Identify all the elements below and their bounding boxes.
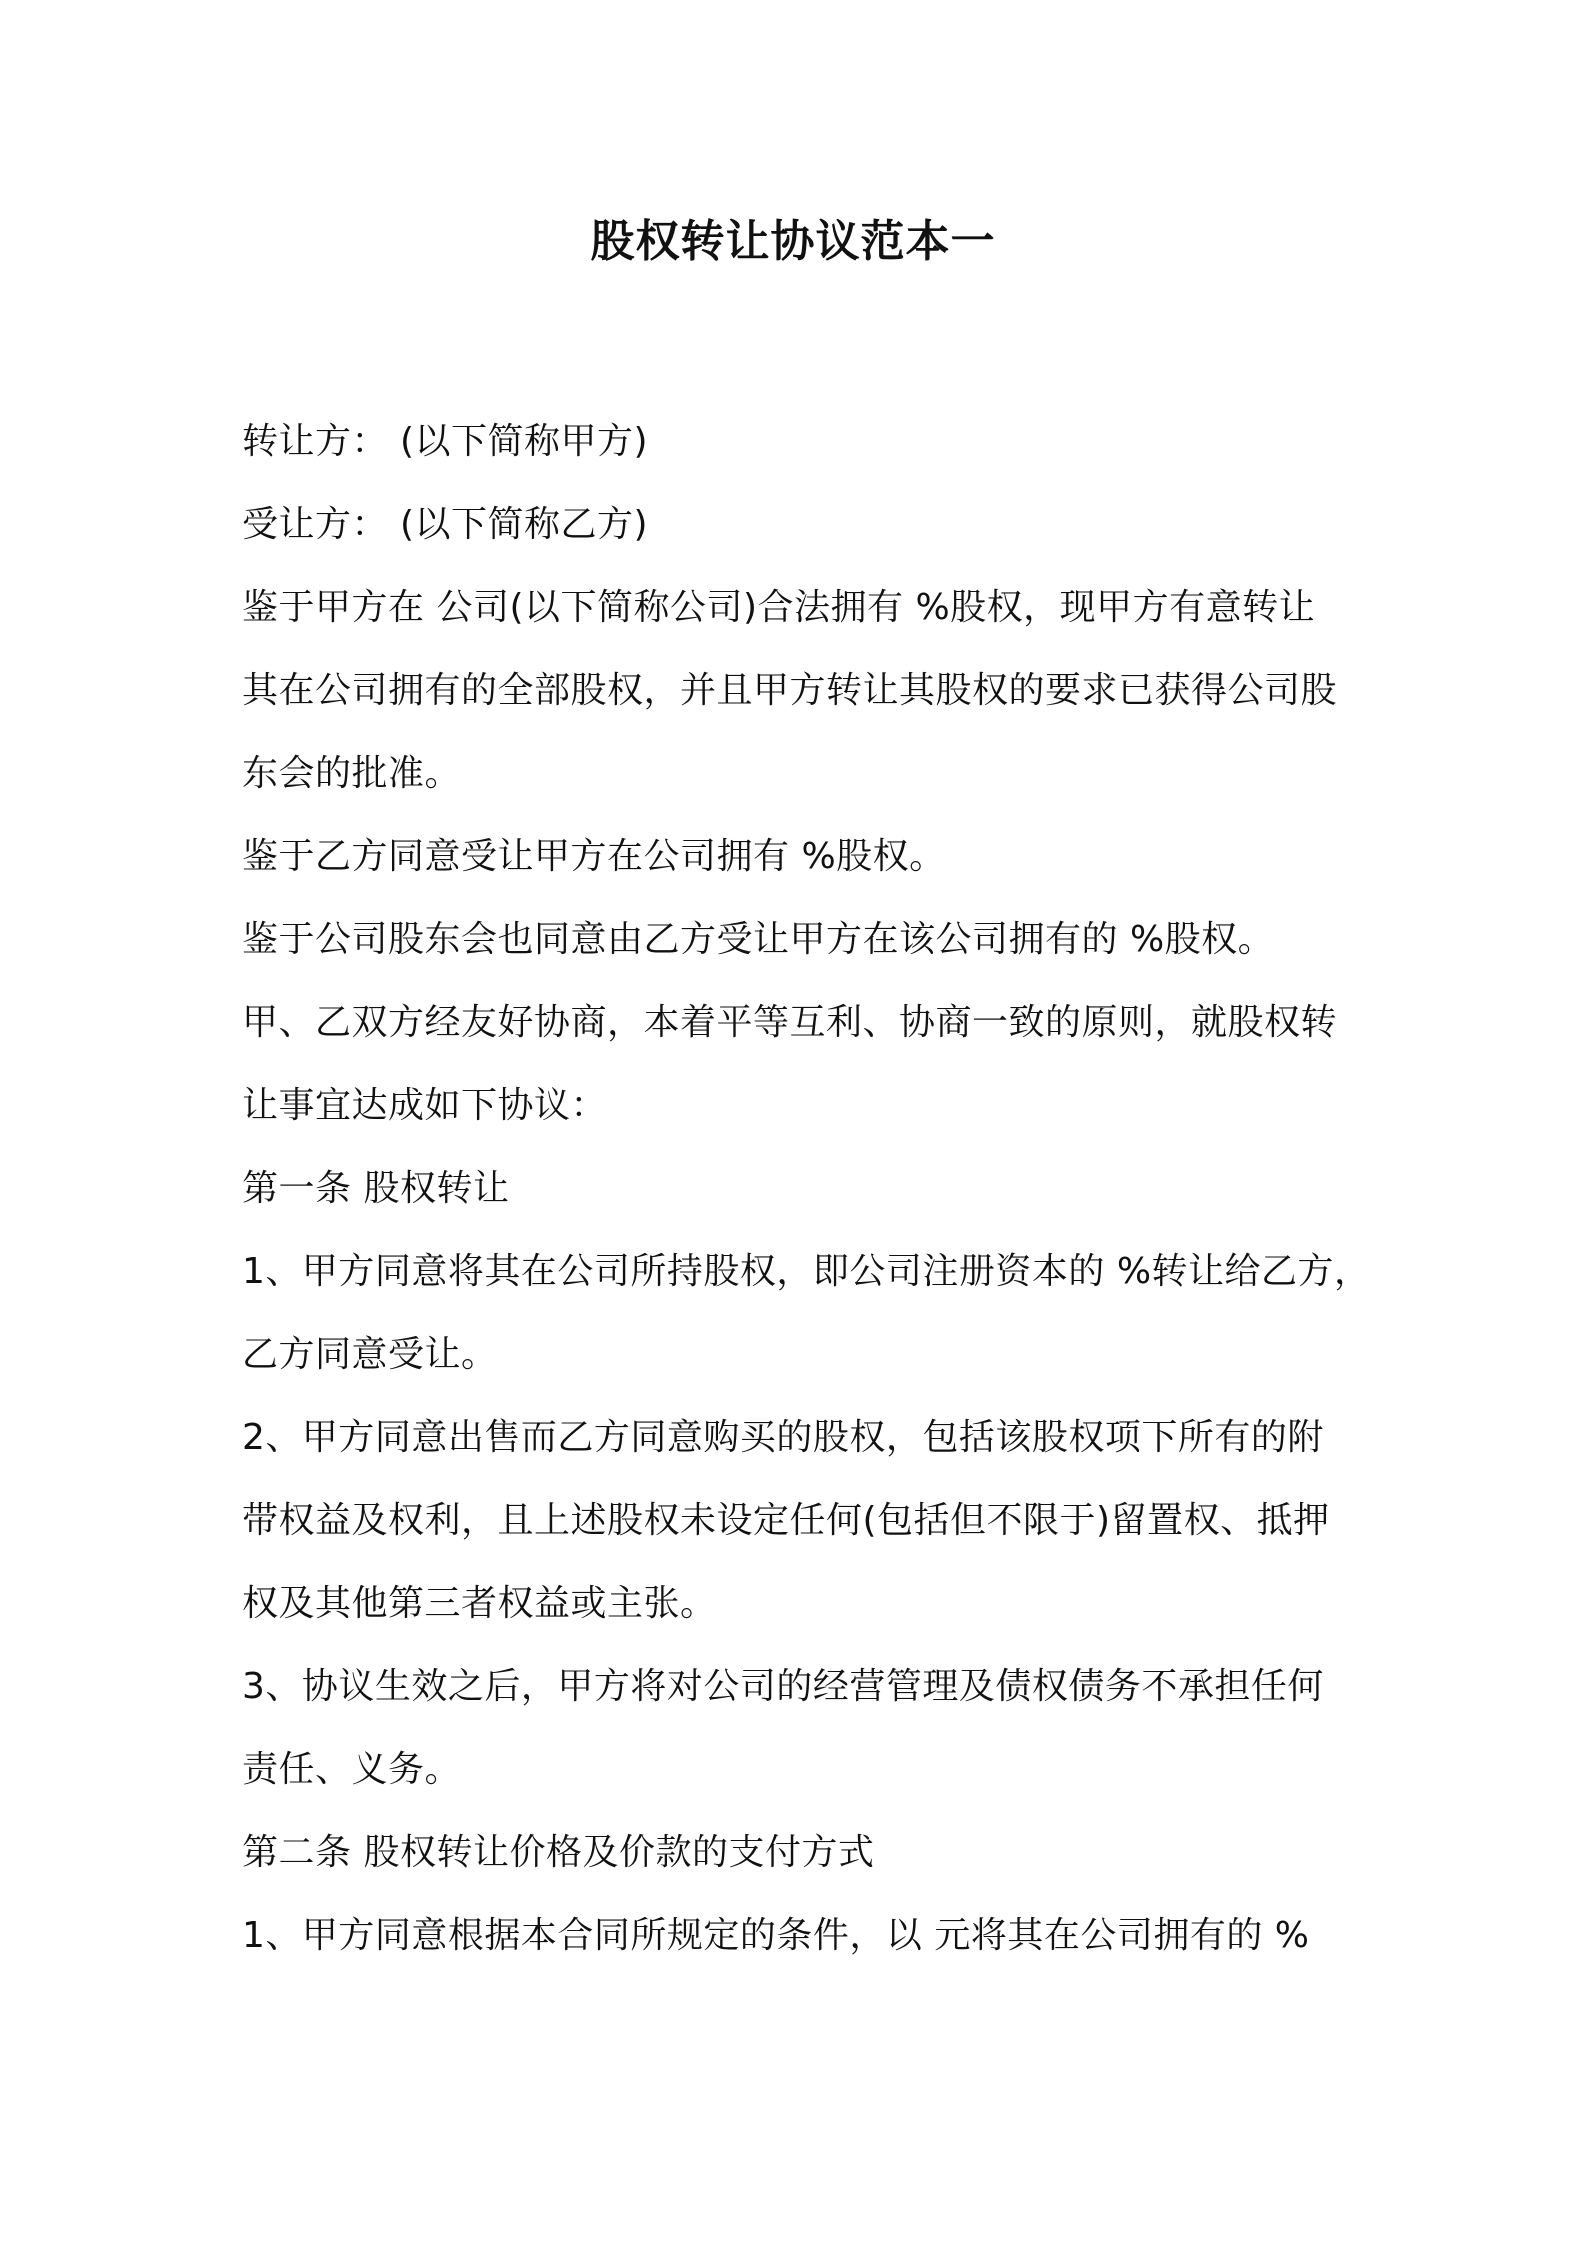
recital-1-line-2: 其在公司拥有的全部股权，并且甲方转让其股权的要求已获得公司股 [242,670,1338,711]
article-1-heading: 第一条 股权转让 [242,1168,510,1209]
article-1-clause-2-line-2: 带权益及权利，且上述股权未设定任何(包括但不限于)留置权、抵押 [242,1500,1330,1541]
preamble-line-1: 甲、乙双方经友好协商，本着平等互利、协商一致的原则，就股权转 [242,1002,1338,1043]
article-2-clause-1-line-1: 1、甲方同意根据本合同所规定的条件，以 元将其在公司拥有的 % [242,1915,1310,1956]
document-title: 股权转让协议范本一 [590,216,996,267]
recital-1-line-3: 东会的批准。 [242,753,462,794]
recital-3: 鉴于公司股东会也同意由乙方受让甲方在该公司拥有的 %股权。 [242,919,1275,960]
preamble-line-2: 让事宜达成如下协议： [242,1085,608,1126]
article-1-clause-3-line-1: 3、协议生效之后，甲方将对公司的经营管理及债权债务不承担任何 [242,1666,1324,1707]
document-body [242,400,1371,1977]
article-2-heading: 第二条 股权转让价格及价款的支付方式 [242,1832,875,1873]
transferor-line: 转让方： (以下简称甲方) [242,421,649,462]
recital-1-line-1: 鉴于甲方在 公司(以下简称公司)合法拥有 %股权，现甲方有意转让 [242,587,1316,628]
article-1-clause-1-line-1: 1、甲方同意将其在公司所持股权，即公司注册资本的 %转让给乙方， [242,1251,1371,1292]
article-1-clause-3-line-2: 责任、义务。 [242,1749,462,1790]
transferee-line: 受让方： (以下简称乙方) [242,504,649,545]
article-1-clause-1-line-2: 乙方同意受让。 [242,1334,498,1375]
article-1-clause-2-line-1: 2、甲方同意出售而乙方同意购买的股权，包括该股权项下所有的附 [242,1417,1324,1458]
recital-2: 鉴于乙方同意受让甲方在公司拥有 %股权。 [242,836,946,877]
article-1-clause-2-line-3: 权及其他第三者权益或主张。 [242,1583,717,1624]
